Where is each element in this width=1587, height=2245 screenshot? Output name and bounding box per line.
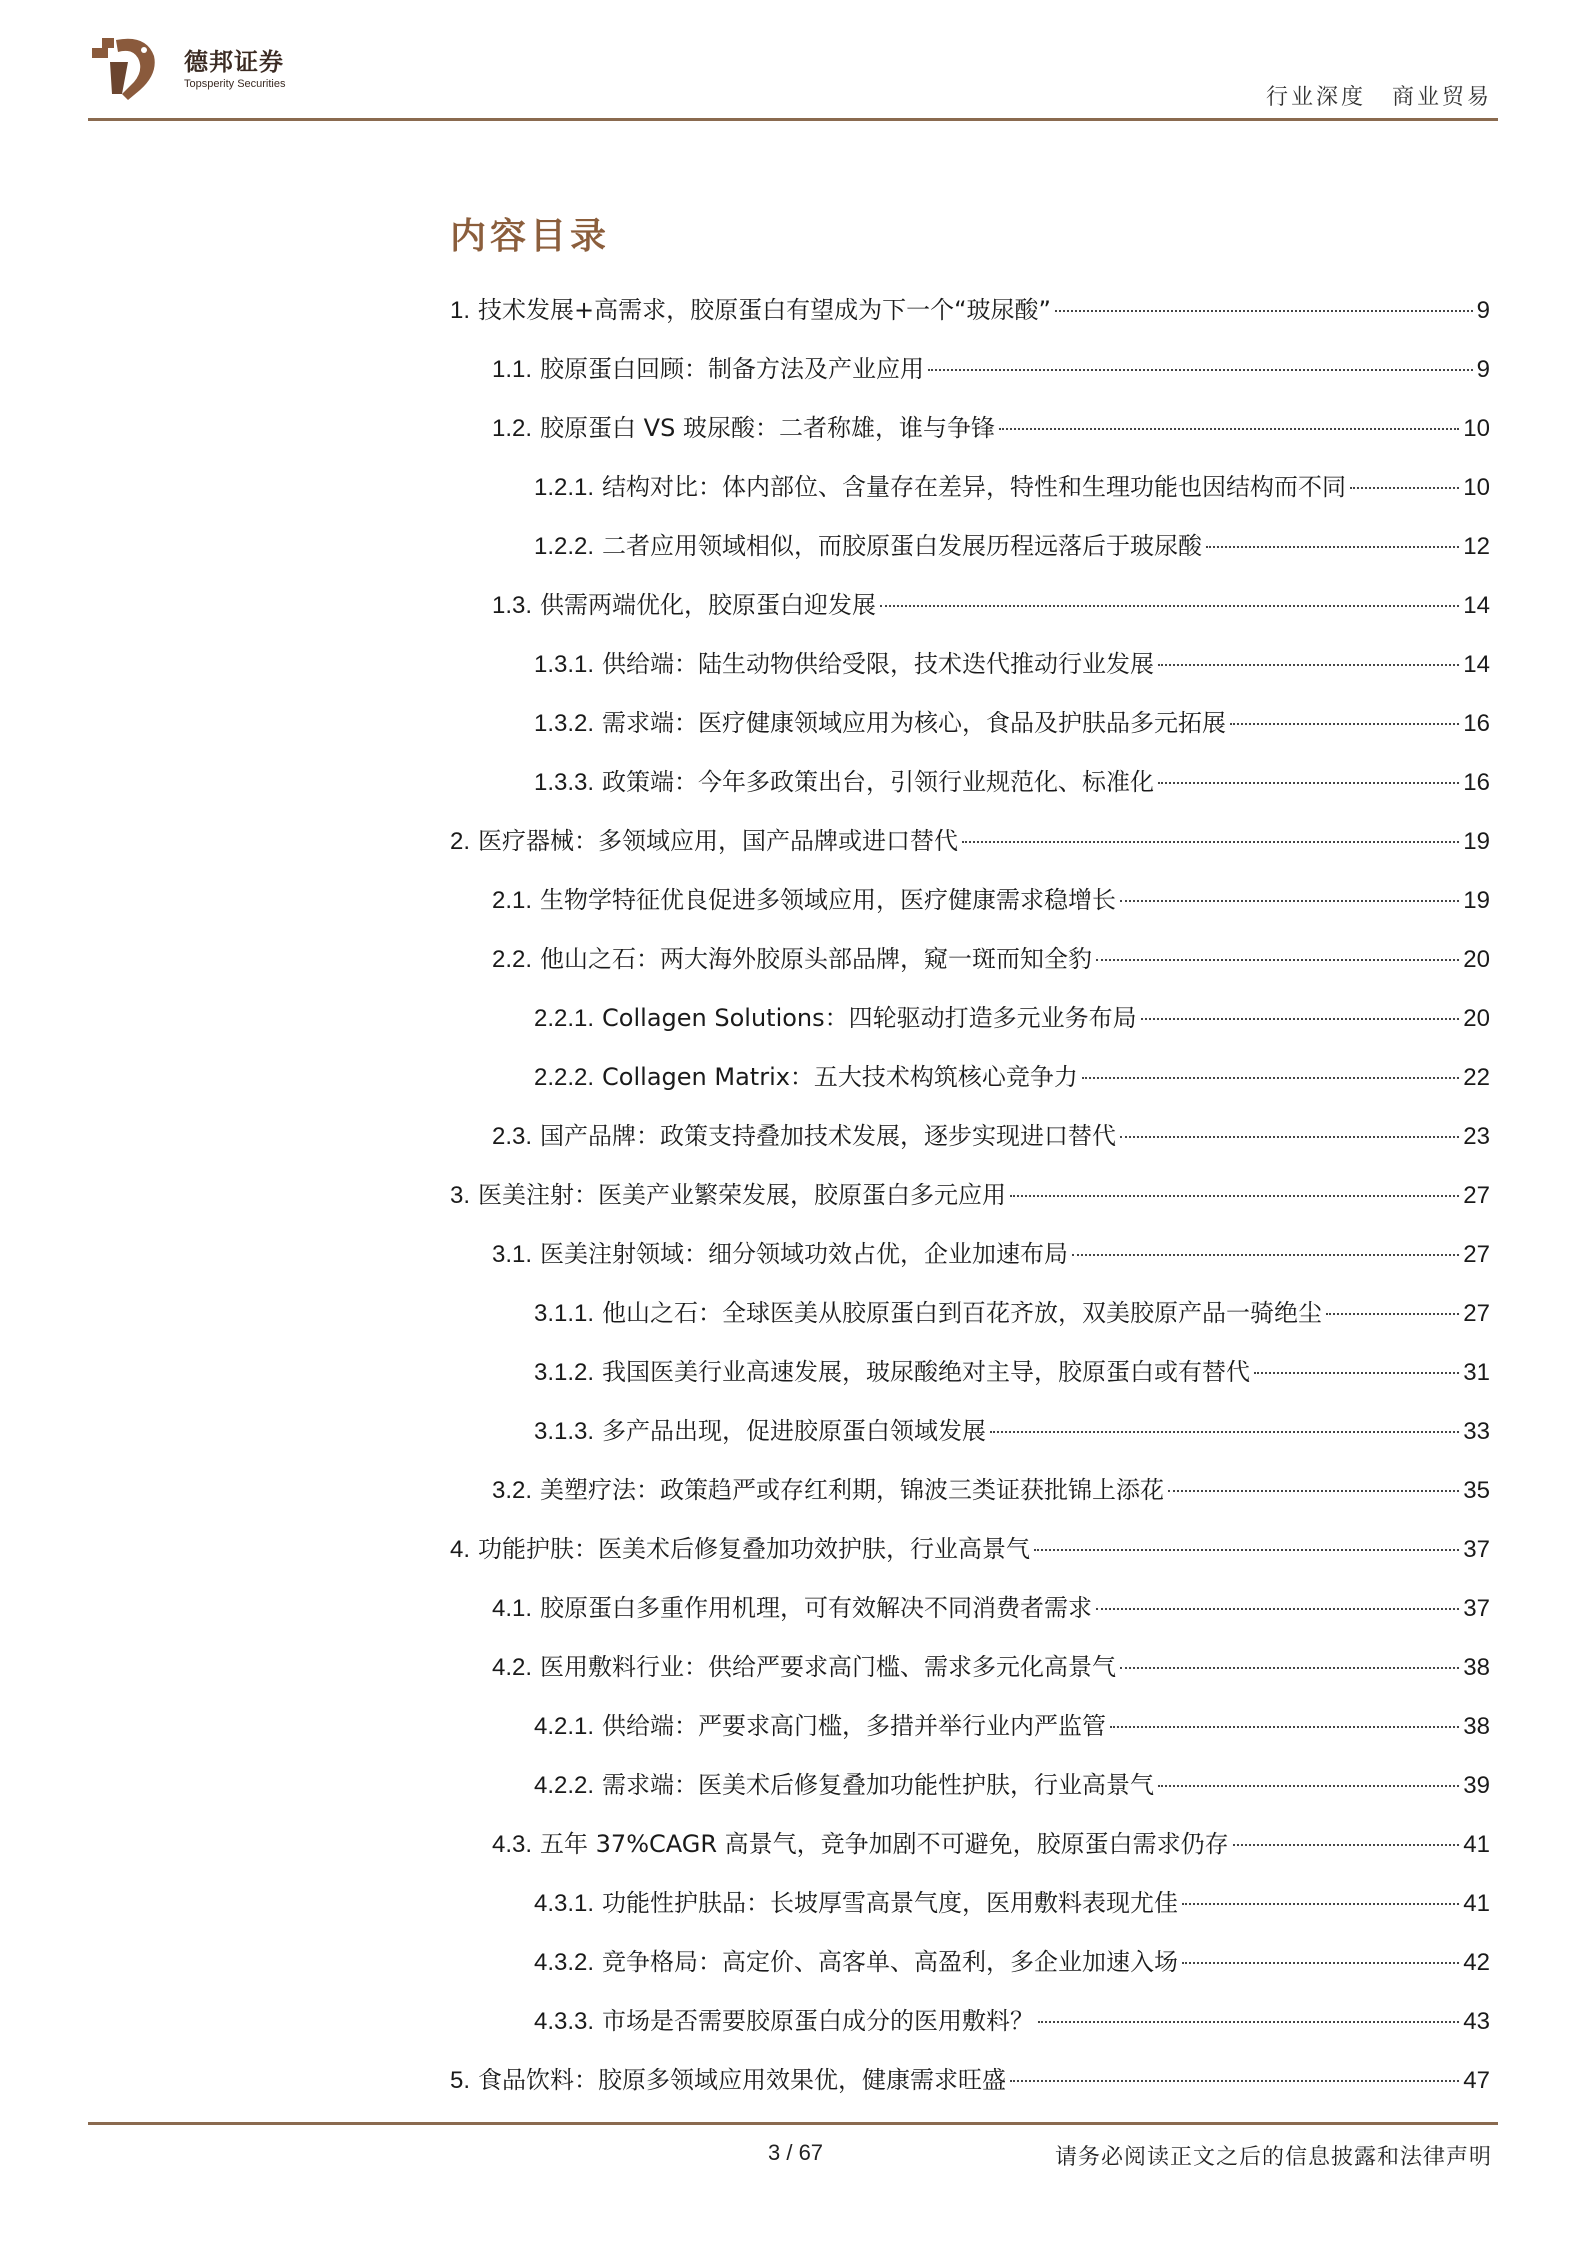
toc-entry-page: 10 — [1463, 415, 1490, 442]
toc-entry-page: 47 — [1463, 2067, 1490, 2094]
toc-entry-number: 1.3.3. — [534, 769, 595, 796]
toc-entry-title: 需求端：医美术后修复叠加功能性护肤，行业高景气 — [602, 1771, 1155, 1799]
toc-entry-number: 1.2.2. — [534, 533, 595, 560]
toc-leader-dots — [1038, 2021, 1459, 2023]
toc-entry[interactable] — [450, 1470, 1490, 1529]
header-divider — [88, 118, 1498, 121]
toc-leader-dots — [1096, 959, 1459, 961]
toc-entry-title: 我国医美行业高速发展，玻尿酸绝对主导，胶原蛋白或有替代 — [602, 1358, 1251, 1386]
toc-entry[interactable] — [450, 349, 1490, 408]
toc-leader-dots — [1182, 1903, 1459, 1905]
page-indicator: 3 / 67 — [768, 2140, 824, 2165]
toc-entry-title: 供需两端优化，胶原蛋白迎发展 — [540, 591, 877, 619]
toc-entry[interactable] — [450, 1234, 1490, 1293]
toc-entry-number: 3. — [450, 1182, 471, 1209]
toc-entry-title: 他山之石：全球医美从胶原蛋白到百花齐放，双美胶原产品一骑绝尘 — [602, 1299, 1323, 1327]
toc-entry-page: 16 — [1463, 710, 1490, 737]
toc-entry-number: 1.1. — [492, 356, 533, 383]
toc-entry-number: 4.2. — [492, 1654, 533, 1681]
toc-entry-number: 1.3.1. — [534, 651, 595, 678]
brand-name-cn: 德邦证券 — [184, 48, 284, 76]
toc-entry-title: 食品饮料：胶原多领域应用效果优，健康需求旺盛 — [478, 2066, 1007, 2094]
toc-entry-page: 37 — [1463, 1595, 1490, 1622]
toc-leader-dots — [1326, 1313, 1459, 1315]
toc-leader-dots — [1158, 1785, 1459, 1787]
toc-entry-title: 功能护肤：医美术后修复叠加功效护肤，行业高景气 — [478, 1535, 1031, 1563]
toc-entry-number: 2.2. — [492, 946, 533, 973]
toc-entry-title: 医美注射：医美产业繁荣发展，胶原蛋白多元应用 — [478, 1181, 1007, 1209]
toc-entry-title: Collagen Solutions：四轮驱动打造多元业务布局 — [602, 1004, 1137, 1032]
toc-entry-number: 2. — [450, 828, 471, 855]
toc-entry-page: 14 — [1463, 592, 1490, 619]
toc-entry[interactable] — [450, 1116, 1490, 1175]
toc-entry-number: 4.3. — [492, 1831, 533, 1858]
toc-entry-number: 4.3.3. — [534, 2008, 595, 2035]
toc-entry-number: 2.2.2. — [534, 1064, 595, 1091]
toc-entry[interactable] — [450, 585, 1490, 644]
toc-entry[interactable] — [450, 1175, 1490, 1234]
toc-entry-title: 美塑疗法：政策趋严或存红利期，锦波三类证获批锦上添花 — [540, 1476, 1165, 1504]
toc-entry-page: 43 — [1463, 2008, 1490, 2035]
toc-leader-dots — [1120, 1136, 1459, 1138]
toc-leader-dots — [1182, 1962, 1459, 1964]
toc-title: 内容目录 — [450, 216, 611, 257]
toc-entry[interactable] — [450, 1883, 1490, 1942]
toc-entry[interactable] — [450, 2001, 1490, 2060]
toc-entry-page: 39 — [1463, 1772, 1490, 1799]
brand-logo — [88, 34, 448, 104]
toc-entry-page: 41 — [1463, 1890, 1490, 1917]
toc-leader-dots — [1233, 1844, 1460, 1846]
toc-entry-number: 4.3.1. — [534, 1890, 595, 1917]
toc-entry[interactable] — [450, 1706, 1490, 1765]
toc-entry-number: 1.2.1. — [534, 474, 595, 501]
toc-entry-page: 14 — [1463, 651, 1490, 678]
toc-entry-page: 27 — [1463, 1182, 1490, 1209]
toc-entry[interactable] — [450, 998, 1490, 1057]
toc-entry[interactable] — [450, 939, 1490, 998]
toc-entry-title: Collagen Matrix：五大技术构筑核心竞争力 — [602, 1063, 1078, 1091]
toc-entry[interactable] — [450, 2060, 1490, 2119]
page-header — [0, 0, 1587, 125]
toc-entry-title: 医用敷料行业：供给严要求高门槛、需求多元化高景气 — [540, 1653, 1117, 1681]
toc-entry-number: 1.3. — [492, 592, 533, 619]
toc-entry-title: 竞争格局：高定价、高客单、高盈利，多企业加速入场 — [602, 1948, 1179, 1976]
toc-leader-dots — [1120, 900, 1459, 902]
legal-disclaimer: 请务必阅读正文之后的信息披露和法律声明 — [1054, 2145, 1492, 2170]
toc-entry-title: 政策端：今年多政策出台，引领行业规范化、标准化 — [602, 768, 1155, 796]
toc-entry[interactable] — [450, 1057, 1490, 1116]
toc-entry-page: 20 — [1463, 946, 1490, 973]
toc-entry-number: 1.3.2. — [534, 710, 595, 737]
toc-entry-page: 37 — [1463, 1536, 1490, 1563]
toc-entry[interactable] — [450, 1352, 1490, 1411]
toc-entry-page: 22 — [1463, 1064, 1490, 1091]
toc-leader-dots — [1230, 723, 1459, 725]
toc-entry-page: 20 — [1463, 1005, 1490, 1032]
toc-entry-number: 4. — [450, 1536, 471, 1563]
toc-entry-number: 2.1. — [492, 887, 533, 914]
toc-entry[interactable] — [450, 1293, 1490, 1352]
toc-entry-number: 5. — [450, 2067, 471, 2094]
toc-entry-page: 35 — [1463, 1477, 1490, 1504]
toc-entry-number: 3.1.2. — [534, 1359, 595, 1386]
toc-entry-page: 19 — [1463, 828, 1490, 855]
toc-leader-dots — [1254, 1372, 1459, 1374]
toc-entry[interactable] — [450, 762, 1490, 821]
toc-entry-title: 市场是否需要胶原蛋白成分的医用敷料？ — [602, 2007, 1035, 2035]
toc-entry-page: 9 — [1476, 356, 1490, 383]
toc-leader-dots — [1158, 782, 1459, 784]
toc-entry-page: 31 — [1463, 1359, 1490, 1386]
toc-leader-dots — [1206, 546, 1459, 548]
toc-entry[interactable] — [450, 467, 1490, 526]
report-type: 行业深度 — [1265, 85, 1366, 110]
toc-leader-dots — [1096, 1608, 1459, 1610]
toc-entry[interactable] — [450, 644, 1490, 703]
toc-entry[interactable] — [450, 1765, 1490, 1824]
toc-entry[interactable] — [450, 526, 1490, 585]
toc-entry[interactable] — [450, 821, 1490, 880]
toc-leader-dots — [1010, 2080, 1459, 2082]
toc-entry-title: 医疗器械：多领域应用，国产品牌或进口替代 — [478, 827, 959, 855]
toc-leader-dots — [1082, 1077, 1459, 1079]
toc-leader-dots — [1072, 1254, 1459, 1256]
toc-entry-page: 23 — [1463, 1123, 1490, 1150]
toc-leader-dots — [1168, 1490, 1459, 1492]
toc-leader-dots — [1034, 1549, 1459, 1551]
toc-leader-dots — [990, 1431, 1459, 1433]
toc-entry-title: 胶原蛋白多重作用机理，可有效解决不同消费者需求 — [540, 1594, 1093, 1622]
toc-entry[interactable] — [450, 408, 1490, 467]
toc-entry[interactable] — [450, 1529, 1490, 1588]
toc-entry[interactable] — [450, 880, 1490, 939]
toc-entry-page: 27 — [1463, 1300, 1490, 1327]
toc-entry-title: 二者应用领域相似，而胶原蛋白发展历程远落后于玻尿酸 — [602, 532, 1203, 560]
toc-entry-title: 结构对比：体内部位、含量存在差异，特性和生理功能也因结构而不同 — [602, 473, 1347, 501]
toc-entry-number: 3.2. — [492, 1477, 533, 1504]
brand-name-en: Topsperity Securities — [184, 78, 286, 90]
toc-entry-number: 1. — [450, 297, 471, 324]
toc-entry-number: 4.2.2. — [534, 1772, 595, 1799]
report-category — [1266, 80, 1492, 111]
toc-entry[interactable] — [450, 1647, 1490, 1706]
toc-entry[interactable] — [450, 703, 1490, 762]
toc-entry-title: 功能性护肤品：长坡厚雪高景气度，医用敷料表现尤佳 — [602, 1889, 1179, 1917]
toc-entry-page: 16 — [1463, 769, 1490, 796]
toc-entry-title: 供给端：严要求高门槛，多措并举行业内严监管 — [602, 1712, 1107, 1740]
toc-leader-dots — [999, 428, 1459, 430]
toc-entry[interactable] — [450, 1942, 1490, 2001]
toc-entry-title: 医美注射领域：细分领域功效占优，企业加速布局 — [540, 1240, 1069, 1268]
toc-entry-number: 2.2.1. — [534, 1005, 595, 1032]
toc-entry-number: 4.2.1. — [534, 1713, 595, 1740]
toc-entry-number: 3.1.3. — [534, 1418, 595, 1445]
toc-entry-number: 1.2. — [492, 415, 533, 442]
toc-entry-page: 42 — [1463, 1949, 1490, 1976]
toc-leader-dots — [1120, 1667, 1459, 1669]
toc-entry-page: 38 — [1463, 1654, 1490, 1681]
footer-divider — [88, 2122, 1498, 2125]
toc-entry-page: 41 — [1463, 1831, 1490, 1858]
toc-entry-title: 多产品出现，促进胶原蛋白领域发展 — [602, 1417, 987, 1445]
toc-leader-dots — [1010, 1195, 1459, 1197]
toc-entry-title: 生物学特征优良促进多领域应用，医疗健康需求稳增长 — [540, 886, 1117, 914]
toc-entry-number: 2.3. — [492, 1123, 533, 1150]
toc-entry-page: 10 — [1463, 474, 1490, 501]
toc-entry[interactable] — [450, 1824, 1490, 1883]
brand-logo-icon — [88, 34, 174, 104]
toc-entry-page: 33 — [1463, 1418, 1490, 1445]
toc-leader-dots — [1158, 664, 1459, 666]
toc-leader-dots — [1055, 310, 1473, 312]
toc-entry-page: 9 — [1476, 297, 1490, 324]
toc-entry-page: 19 — [1463, 887, 1490, 914]
toc-entry-number: 3.1.1. — [534, 1300, 595, 1327]
toc-entry-title: 胶原蛋白回顾：制备方法及产业应用 — [540, 355, 925, 383]
toc-entry-title: 技术发展+高需求，胶原蛋白有望成为下一个“玻尿酸” — [478, 296, 1051, 324]
toc-entry-number: 4.1. — [492, 1595, 533, 1622]
toc-entry-title: 他山之石：两大海外胶原头部品牌，窥一斑而知全豹 — [540, 945, 1093, 973]
toc-entry-page: 27 — [1463, 1241, 1490, 1268]
toc-entry-title: 胶原蛋白 VS 玻尿酸：二者称雄，谁与争锋 — [540, 414, 995, 442]
toc-entry[interactable] — [450, 290, 1490, 349]
industry-name: 商业贸易 — [1391, 85, 1492, 110]
toc-entry-page: 12 — [1463, 533, 1490, 560]
toc-entry-title: 五年 37%CAGR 高景气，竞争加剧不可避免，胶原蛋白需求仍存 — [540, 1830, 1229, 1858]
toc-leader-dots — [880, 605, 1459, 607]
toc-entry-title: 供给端：陆生动物供给受限，技术迭代推动行业发展 — [602, 650, 1155, 678]
toc-leader-dots — [962, 841, 1459, 843]
toc-leader-dots — [1350, 487, 1459, 489]
toc-entry-page: 38 — [1463, 1713, 1490, 1740]
toc-entry-title: 国产品牌：政策支持叠加技术发展，逐步实现进口替代 — [540, 1122, 1117, 1150]
toc-leader-dots — [928, 369, 1473, 371]
toc-leader-dots — [1110, 1726, 1459, 1728]
toc-entry[interactable] — [450, 1588, 1490, 1647]
toc-entry-number: 4.3.2. — [534, 1949, 595, 1976]
toc-entry-number: 3.1. — [492, 1241, 533, 1268]
toc-leader-dots — [1141, 1018, 1460, 1020]
toc-entry[interactable] — [450, 1411, 1490, 1470]
toc-entry-title: 需求端：医疗健康领域应用为核心，食品及护肤品多元拓展 — [602, 709, 1227, 737]
table-of-contents — [450, 290, 1490, 2119]
